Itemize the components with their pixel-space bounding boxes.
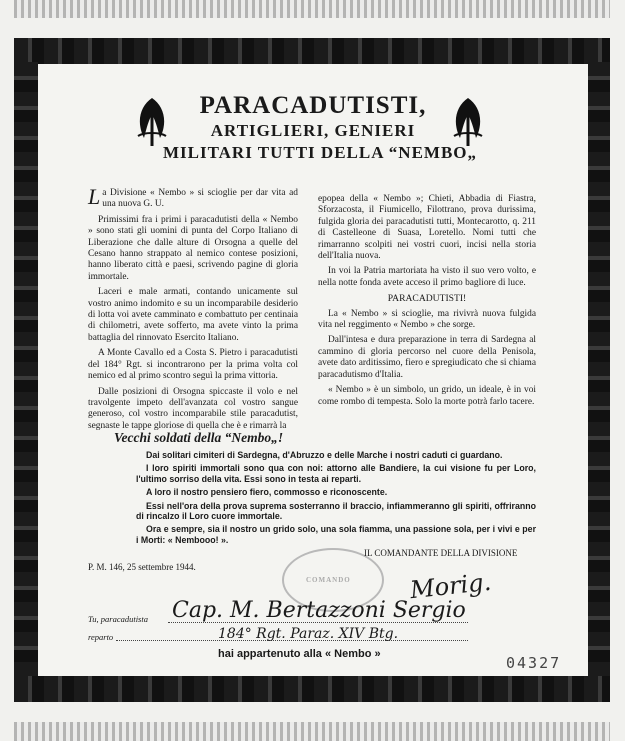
paragraph: epopea della « Nembo »; Chieti, Abbadia di Fiastra, Sforzacosta, il Fiumicello, Filottrano, prova durissima, fulgida gloria dei paracadutisti tutti, Montecarotto, q. 211 di Castelleone di Suasa, Loretello. Nomi tutti che rimarranno scolpiti nei vostri cuori, incisi nella storia dell'Italia nuova. [318, 194, 536, 262]
reparto-label: reparto [88, 632, 114, 642]
vecchi-soldati-text [136, 450, 536, 548]
paragraph: Dalle posizioni di Orsogna spiccaste il volo e nel travolgente impeto dell'avanzata col vostro sangue generoso, col vostro incomparabile stile paracadutist, segnaste le tappe gloriose di quella che è e rimarrà la [88, 386, 298, 431]
bottom-frame-bar [14, 676, 610, 702]
parachutist-wing-emblem-left-icon [130, 92, 174, 148]
paragraph: Primissimi fra i primi i paracadutisti della « Nembo » sono stati gli uomini di punta del Corpo Italiano di Liberazione che dalle alture di Orsogna a quelle del Cesano hanno strappato al nemico contese posizioni, hanno liberato città e paesi, scrivendo pagine di gloria immortale. [88, 214, 298, 282]
paragraph: Essi nell'ora della prova suprema sosterranno il braccio, infiammeranno gli spiriti, offriranno di rincalzo il Loro cuore immortale. [136, 500, 536, 522]
paragraph: Ora e sempre, sia il nostro un grido solo, una sola fiamma, una passione sola, per i vivi e per i Morti: « Nembooo! ». [136, 524, 536, 545]
commander-title: IL COMANDANTE DELLA DIVISIONE [364, 548, 518, 558]
bottom-rope-border [14, 722, 610, 741]
top-frame-bar [14, 38, 610, 64]
serial-number: 04327 [506, 654, 562, 672]
section-subheading: PARACADUTISTI! [387, 293, 467, 305]
parachutist-wing-emblem-right-icon [446, 92, 490, 148]
paragraph: I loro spiriti immortali sono qua con noi: attorno alle Bandiere, la cui visione fu per Loro, l'ultimo sorriso della vita. Essi sono in testa ai reparti. [136, 463, 536, 484]
right-text-column [318, 194, 536, 412]
appartenuto-text: hai appartenuto alla « Nembo » [218, 648, 381, 660]
official-stamp: COMANDO [282, 548, 384, 612]
right-frame-bar [588, 62, 610, 678]
paragraph: Dall'intesa e dura preparazione in terra di Sardegna al cammino di gloria percorso nel cuore della Penisola, avete dato arditissimo, fiero e spregiudicato che si chiama paracadutismo d'Italia. [318, 335, 536, 380]
vecchi-soldati-heading: Vecchi soldati della “Nembo„! [114, 430, 284, 445]
handwritten-reparto: 184° Rgt. Paraz. XIV Btg. [218, 626, 399, 642]
left-frame-bar [14, 62, 38, 678]
issue-date: P. M. 146, 25 settembre 1944. [88, 562, 196, 572]
left-text-column [88, 184, 298, 436]
paragraph: « Nembo » è un simbolo, un grido, un ideale, è in voi come rombo di tempesta. Solo la morte potrà farlo tacere. [318, 385, 536, 407]
paragraph: Laceri e male armati, contando unicamente sul vostro animo indomito e su un incomparabile desiderio di lotta voi avete camminato e combattuto per centinaia di chilometri, avete sofferto, ma avete vinto la prima battaglia del rinnovato Esercito Italiano. [88, 287, 298, 343]
paragraph: La Divisione « Nembo » si scioglie per dar vita ad una nuova G. U. [88, 184, 298, 210]
paragraph: La « Nembo » si scioglie, ma rivivrà nuova fulgida vita nel reggimento « Nembo » che sorge. [318, 308, 536, 331]
title-line-1: PARACADUTISTI, [199, 92, 427, 119]
drop-cap: L [88, 184, 101, 209]
paragraph: Dai solitari cimiteri di Sardegna, d'Abruzzo e delle Marche i nostri caduti ci guardano. [146, 450, 503, 460]
title-line-3: MILITARI TUTTI DELLA “NEMBO„ [162, 143, 478, 162]
commander-signature: Morig. [408, 567, 493, 605]
paragraph: A loro il nostro pensiero fiero, commosso e riconoscente. [146, 487, 388, 498]
title-line-2: ARTIGLIERI, GENIERI [210, 121, 416, 140]
paragraph: A Monte Cavallo ed a Costa S. Pietro i paracadutisti del 184° Rgt. si incontrarono per la prima volta col nemico ed al primo scontro seguì la prima vittoria. [88, 348, 298, 382]
paracadutista-label: Tu, paracadutista [88, 614, 148, 624]
handwritten-name: Cap. M. Bertazzoni Sergio [172, 598, 466, 623]
paragraph: In voi la Patria martoriata ha visto il suo vero volto, e nella notte fonda avete acceso il primo bagliore di luce. [318, 266, 536, 288]
top-rope-border [14, 0, 610, 18]
